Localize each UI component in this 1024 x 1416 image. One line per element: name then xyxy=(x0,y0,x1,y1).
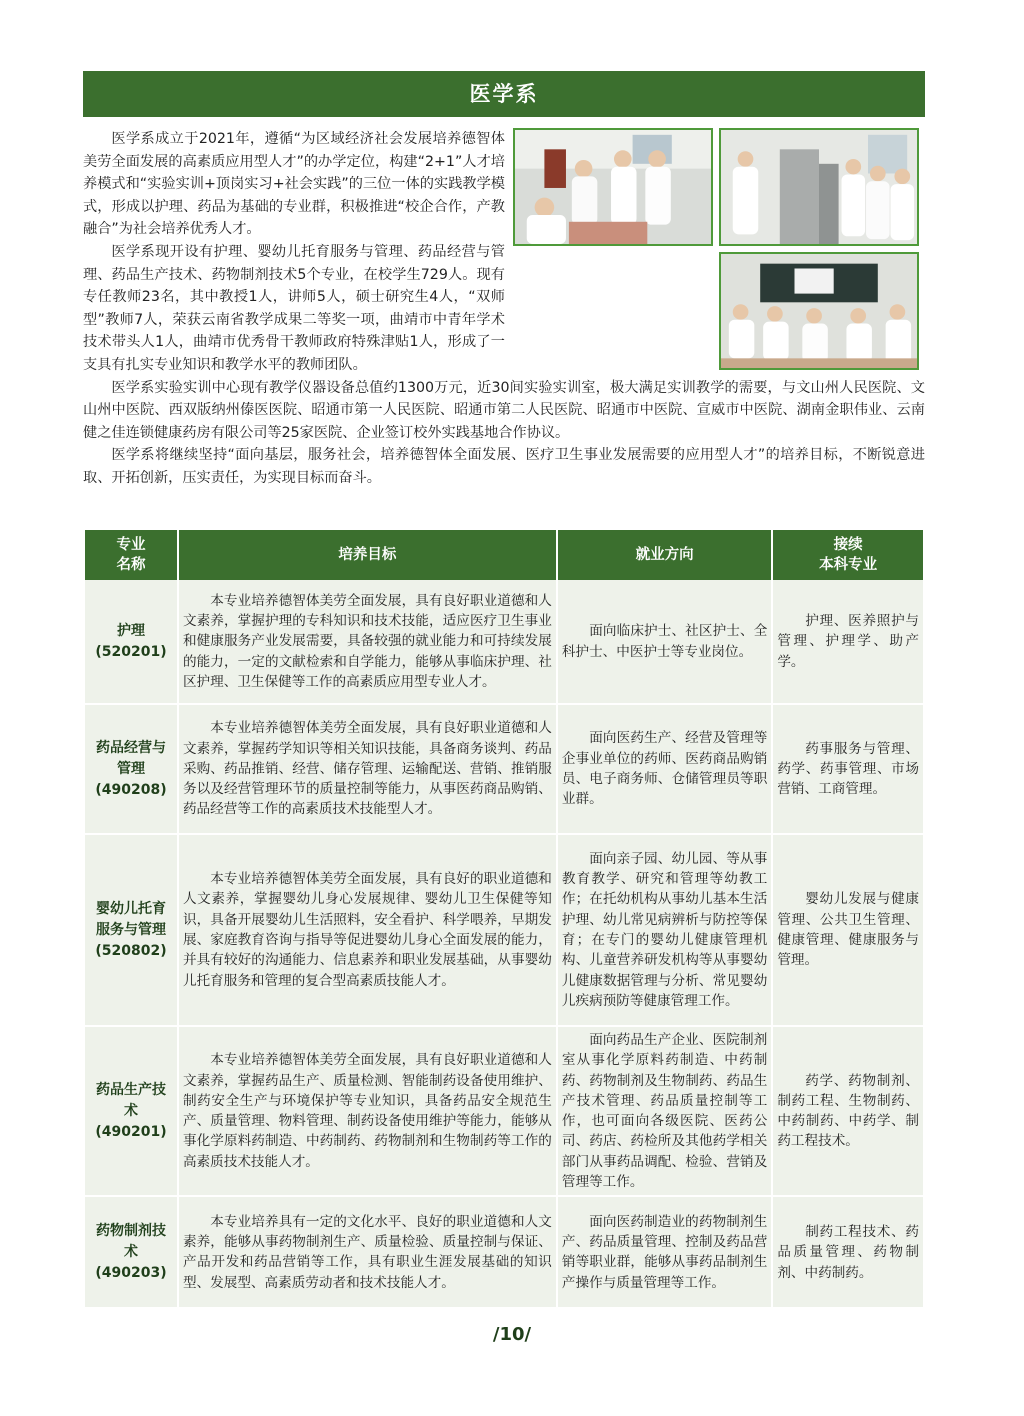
bachelor-cell: 婴幼儿发展与健康管理、公共卫生管理、健康管理、健康服务与管理。 xyxy=(772,834,924,1026)
job-cell: 面向医药生产、经营及管理等企事业单位的药师、医药商品购销员、电子商务师、仓储管理员等职业群。 xyxy=(557,704,772,834)
table-header-row xyxy=(84,530,924,580)
photo-group xyxy=(513,128,925,373)
majors-table xyxy=(83,530,925,1309)
goal-cell: 本专业培养德智体美劳全面发展，具有良好职业道德和人文素养，掌握药品生产、质量检测、智能制药设备使用维护、制药安全生产与环境保护等专业知识，具备药品安全规范生产、质量管理、物料管理、制药设备使用维护等能力，能够从事化学原料药制造、中药制药、药物制剂和生物制药等工作的高素质技术技能人才。 xyxy=(178,1026,557,1196)
goal-cell: 本专业培养具有一定的文化水平、良好的职业道德和人文素养，能够从事药物制剂生产、质量检验、质量控制与保证、产品开发和药品营销等工作，具有职业生涯发展基础的知识型、发展型、高素质劳动者和技术技能人才。 xyxy=(178,1196,557,1308)
job-cell: 面向医药制造业的药物制剂生产、药品质量管理、控制及药品营销等职业群，能够从事药品制剂生产操作与质量管理等工作。 xyxy=(557,1196,772,1308)
section-title: 医学系 xyxy=(83,71,925,117)
bachelor-cell: 护理、医养照护与管理、护理学、助产学。 xyxy=(772,580,924,704)
intro-paragraph: 医学系现开设有护理、婴幼儿托育服务与管理、药品经营与管理、药品生产技术、药物制剂技术5个专业，在校学生729人。现有专任教师23名，其中教授1人，讲师5人，硕士研究生4人，“双师型”教师7人，荣获云南省教学成果二等奖一项，曲靖市中青年学术技术带头人1人，曲靖市优秀骨干教师政府特殊津贴1人，形成了一支具有扎实专业知识和教学水平的教师团队。 xyxy=(83,243,505,373)
header-major-name: 专业 名称 xyxy=(84,530,178,580)
pharmacy-lab-photo xyxy=(719,128,919,246)
major-name-cell: 药品生产技术 (490201) xyxy=(84,1026,178,1196)
header-employment: 就业方向 xyxy=(557,530,772,580)
bachelor-cell: 制药工程技术、药品质量管理、药物制剂、中药制药。 xyxy=(772,1196,924,1308)
major-name-cell: 护理 (520201) xyxy=(84,580,178,704)
table-row xyxy=(84,1026,924,1196)
bachelor-cell: 药事服务与管理、药学、药事管理、市场营销、工商管理。 xyxy=(772,704,924,834)
intro-paragraph: 医学系实验实训中心现有教学仪器设备总值约1300万元，近30间实验实训室，极大满足实训教学的需要，与文山州人民医院、文山州中医院、西双版纳州傣医医院、昭通市第一人民医院、昭通市第二人民医院、昭通市中医院、宣威市中医院、湖南金职伟业、云南健之佳连锁健康药房有限公司等25家医院、企业签订校外实践基地合作协议。 xyxy=(83,379,925,441)
goal-cell: 本专业培养德智体美劳全面发展，具有良好职业道德和人文素养，掌握护理的专科知识和技术技能，适应医疗卫生事业和健康服务产业发展需要，具备较强的就业能力和可持续发展的能力，一定的文献检索和自学能力，能够从事临床护理、社区护理、卫生保健等工作的高素质应用型专业人才。 xyxy=(178,580,557,704)
job-cell: 面向亲子园、幼儿园、等从事教育教学、研究和管理等幼教工作；在托幼机构从事幼儿基本生活护理、幼儿常见病辨析与防控等保育；在专门的婴幼儿健康管理机构、儿童营养研发机构等从事婴幼儿健康数据管理与分析、常见婴幼儿疾病预防等健康管理工作。 xyxy=(557,834,772,1026)
nursing-practice-photo xyxy=(513,128,713,246)
goal-cell: 本专业培养德智体美劳全面发展，具有良好的职业道德和人文素养，掌握婴幼儿身心发展规律、婴幼儿卫生保健等知识，具备开展婴幼儿生活照料，安全看护、科学喂养，早期发展、家庭教育咨询与指导等促进婴幼儿身心全面发展的能力，并具有较好的沟通能力、信息素养和职业发展基础，从事婴幼儿托育服务和管理的复合型高素质技能人才。 xyxy=(178,834,557,1026)
job-cell: 面向药品生产企业、医院制剂室从事化学原料药制造、中药制药、药物制剂及生物制药、药品生产技术管理、药品质量控制等工作，也可面向各级医院、医药公司、药店、药检所及其他药学相关部门从事药品调配、检验、营销及管理等工作。 xyxy=(557,1026,772,1196)
classroom-photo xyxy=(719,252,919,370)
table-row xyxy=(84,834,924,1026)
bachelor-cell: 药学、药物制剂、制药工程、生物制药、中药制药、中药学、制药工程技术。 xyxy=(772,1026,924,1196)
major-name-cell: 药品经营与管理 (490208) xyxy=(84,704,178,834)
goal-cell: 本专业培养德智体美劳全面发展，具有良好职业道德和人文素养，掌握药学知识等相关知识技能，具备商务谈判、药品采购、药品推销、经营、储存管理、运输配送、营销、推销服务以及经营管理环节的质量控制等能力，从事医药商品购销、药品经营等工作的高素质技术技能型人才。 xyxy=(178,704,557,834)
header-bachelor: 接续 本科专业 xyxy=(772,530,924,580)
major-name-cell: 婴幼儿托育服务与管理 (520802) xyxy=(84,834,178,1026)
intro-paragraph: 医学系将继续坚持“面向基层，服务社会，培养德智体全面发展、医疗卫生事业发展需要的应用型人才”的培养目标，不断锐意进取、开拓创新，压实责任，为实现目标而奋斗。 xyxy=(83,447,925,486)
table-row xyxy=(84,580,924,704)
header-training-goal: 培养目标 xyxy=(178,530,557,580)
page-number: /10/ xyxy=(492,1324,532,1345)
table-row xyxy=(84,1196,924,1308)
intro-paragraph: 医学系成立于2021年，遵循“为区域经济社会发展培养德智体美劳全面发展的高素质应用型人才”的办学定位，构建“2+1”人才培养模式和“实验实训+顶岗实习+社会实践”的三位一体的实践教学模式，形成以护理、药品为基础的专业群，积极推进“校企合作，产教融合”为社会培养优秀人才。 xyxy=(83,131,505,238)
table-row xyxy=(84,704,924,834)
major-name-cell: 药物制剂技术 (490203) xyxy=(84,1196,178,1308)
intro-text xyxy=(83,128,925,490)
job-cell: 面向临床护士、社区护士、全科护士、中医护士等专业岗位。 xyxy=(557,580,772,704)
